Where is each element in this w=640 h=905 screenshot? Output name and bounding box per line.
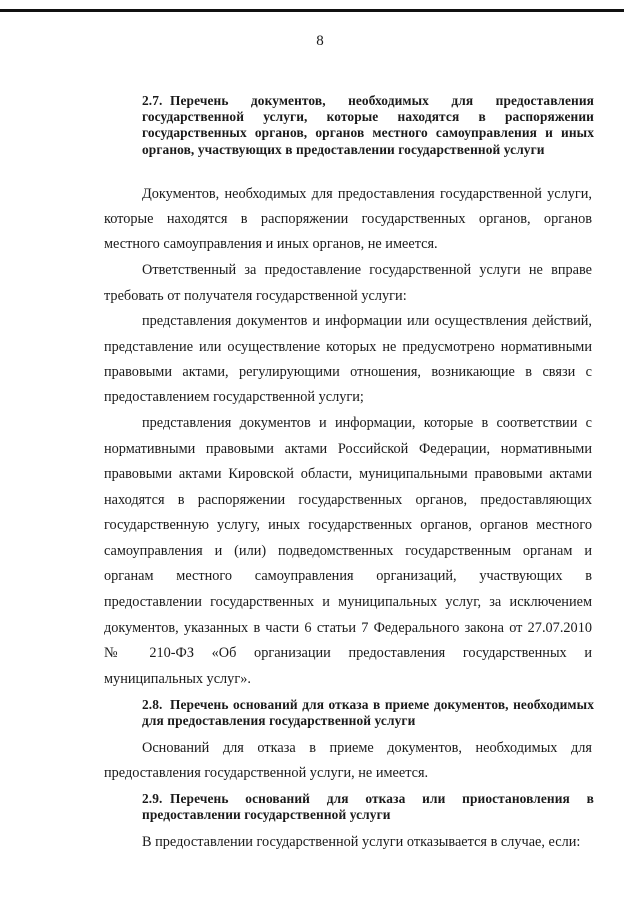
paragraph-line: государственную услугу, иных государственных органов, органов местного <box>104 517 592 533</box>
paragraph-line: В предоставлении государственной услуги отказывается в случае, если: <box>142 834 581 850</box>
paragraph-line: местного самоуправления и иных органов, не имеется. <box>104 236 438 252</box>
paragraph-line: нормативными правовыми актами Российской Федерации, нормативными <box>104 441 592 457</box>
paragraph-line: правовыми актами, регулирующими отношения, возникающие в связи с <box>104 364 592 380</box>
paragraph-line: самоуправления и (или) подведомственных государственным органам и <box>104 543 592 559</box>
heading-text: Перечень оснований для отказа или приостановления в предоставлении государственной услуги <box>142 791 594 823</box>
page-number: 8 <box>316 33 324 49</box>
heading-2-9 <box>142 791 594 823</box>
paragraph-line: предоставлением государственной услуги; <box>104 389 364 405</box>
heading-text: Перечень документов, необходимых для предоставления государственной услуги, которые находятся в распоряжении государственных органов, органов местного самоуправления и иных органов, участвующих в предоставлении государственной услуги <box>142 93 594 157</box>
heading-number: 2.8. <box>142 697 163 712</box>
paragraph-line: находятся в распоряжении государственных органов, предоставляющих <box>104 492 592 508</box>
paragraph-line: Оснований для отказа в приеме документов, необходимых для <box>142 740 592 756</box>
heading-2-7 <box>142 93 594 158</box>
paragraph-line: органам местного самоуправления организаций, участвующих в <box>104 568 592 584</box>
paragraph-line: требовать от получателя государственной услуги: <box>104 288 407 304</box>
paragraph-line: документов, указанных в части 6 статьи 7 Федерального закона от 27.07.2010 <box>104 620 592 636</box>
top-rule <box>0 9 624 12</box>
heading-number: 2.9. <box>142 791 163 806</box>
paragraph-line: правовыми актами Кировской области, муниципальными правовыми актами <box>104 466 592 482</box>
heading-2-8 <box>142 697 594 729</box>
paragraph-line: № 210-ФЗ «Об организации предоставления государственных и <box>104 645 592 661</box>
heading-text: Перечень оснований для отказа в приеме документов, необходимых для предоставления государственной услуги <box>142 697 594 729</box>
paragraph-line: которые находятся в распоряжении государственных органов, органов <box>104 211 592 227</box>
paragraph-line: представления документов и информации или осуществления действий, <box>142 313 592 329</box>
paragraph-line: предоставлении государственных и муниципальных услуг, за исключением <box>104 594 592 610</box>
paragraph-line: Ответственный за предоставление государственной услуги не вправе <box>142 262 592 278</box>
paragraph-line: предоставления государственной услуги, не имеется. <box>104 765 429 781</box>
paragraph-line: Документов, необходимых для предоставления государственной услуги, <box>142 186 592 202</box>
paragraph-line: муниципальных услуг». <box>104 671 251 687</box>
heading-number: 2.7. <box>142 93 163 108</box>
paragraph-line: представление или осуществление которых не предусмотрено нормативными <box>104 339 592 355</box>
paragraph-line: представления документов и информации, которые в соответствии с <box>142 415 592 431</box>
